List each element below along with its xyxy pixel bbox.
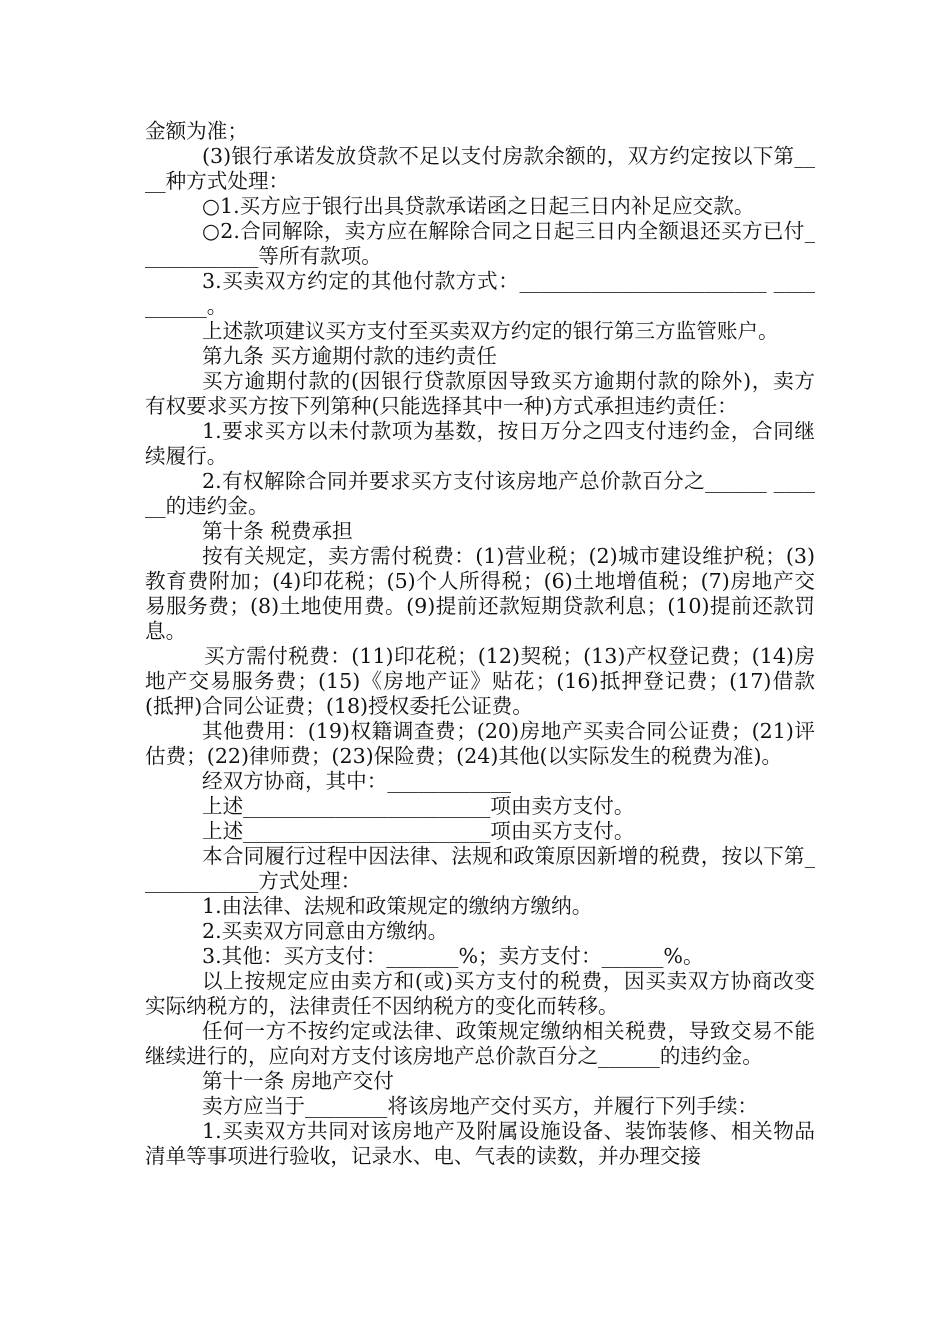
paragraph-escrow: 上述款项建议买方支付至买卖双方约定的银行第三方监管账户。	[202, 319, 779, 343]
article-11-heading: 第十一条 房地产交付	[202, 1069, 394, 1093]
paragraph-joint-inspection: 1.买卖双方共同对该房地产及附属设施设备、装饰装修、相关物品清单等事项进行验收，记录水、电、气表的读数，并办理交接	[145, 1119, 815, 1168]
paragraph-new-tax-option-1: 1.由法律、法规和政策规定的缴纳方缴纳。	[202, 894, 593, 918]
paragraph-new-tax-option-2: 2.买卖双方同意由方缴纳。	[202, 919, 449, 943]
paragraph-option-1: ○1.买方应于银行出具贷款承诺函之日起三日内补足应交款。	[202, 194, 755, 218]
paragraph-tax-default: 任何一方不按约定或法律、政策规定缴纳相关税费，导致交易不能继续进行的，应向对方支付该房地产总价款百分之______的违约金。	[145, 1019, 815, 1068]
article-10-heading: 第十条 税费承担	[202, 519, 353, 543]
paragraph-new-taxes: 本合同履行过程中因法律、法规和政策原因新增的税费，按以下第____________方式处理：	[145, 844, 815, 893]
paragraph-option-2: ○2.合同解除，卖方应在解除合同之日起三日内全额退还买方已付____________等所有款项。	[145, 219, 815, 268]
paragraph-tax-liability: 以上按规定应由卖方和(或)买方支付的税费，因买卖双方协商改变实际纳税方的，法律责任不因纳税方的变化而转移。	[145, 969, 815, 1018]
paragraph-buyer-pays: 上述________________________项由买方支付。	[202, 819, 635, 843]
paragraph-seller-taxes: 按有关规定，卖方需付税费：(1)营业税；(2)城市建设维护税；(3)教育费附加；(4)印花税；(5)个人所得税；(6)土地增值税；(7)房地产交易服务费；(8)土地使用费。(9)提前还款短期贷款利息；(10)提前还款罚息。	[145, 544, 815, 643]
paragraph-bank-loan-clause: (3)银行承诺发放贷款不足以支付房款余额的，双方约定按以下第____种方式处理：	[145, 144, 815, 193]
paragraph-penalty-option-1: 1.要求买方以未付款项为基数，按日万分之四支付违约金，合同继续履行。	[145, 419, 815, 468]
paragraph-other-fees: 其他费用：(19)权籍调查费；(20)房地产买卖合同公证费；(21)评估费；(22)律师费；(23)保险费；(24)其他(以实际发生的税费为准)。	[145, 719, 815, 768]
paragraph-new-tax-option-3: 3.其他：买方支付：_______%；卖方支付：______%。	[202, 944, 704, 968]
paragraph-late-payment: 买方逾期付款的(因银行贷款原因导致买方逾期付款的除外)，卖方有权要求买方按下列第种(只能选择其中一种)方式承担违约责任：	[145, 369, 815, 418]
paragraph-other-payment: 3.买卖双方约定的其他付款方式：________________________ __________。	[145, 269, 815, 318]
contract-body	[145, 119, 815, 1169]
paragraph-amount-standard: 金额为准；	[145, 119, 248, 143]
paragraph-seller-pays: 上述________________________项由卖方支付。	[202, 794, 635, 818]
paragraph-buyer-taxes: 买方需付税费：(11)印花税；(12)契税；(13)产权登记费；(14)房地产交易服务费；(15)《房地产证》贴花；(16)抵押登记费；(17)借款(抵押)合同公证费；(18)授权委托公证费。	[145, 644, 815, 718]
paragraph-delivery-date: 卖方应当于________将该房地产交付买方，并履行下列手续：	[202, 1094, 759, 1118]
article-9-heading: 第九条 买方逾期付款的违约责任	[202, 344, 497, 368]
paragraph-negotiation: 经双方协商，其中：____________	[202, 769, 511, 793]
paragraph-penalty-option-2: 2.有权解除合同并要求买方支付该房地产总价款百分之______ ______的违约金。	[145, 469, 815, 518]
